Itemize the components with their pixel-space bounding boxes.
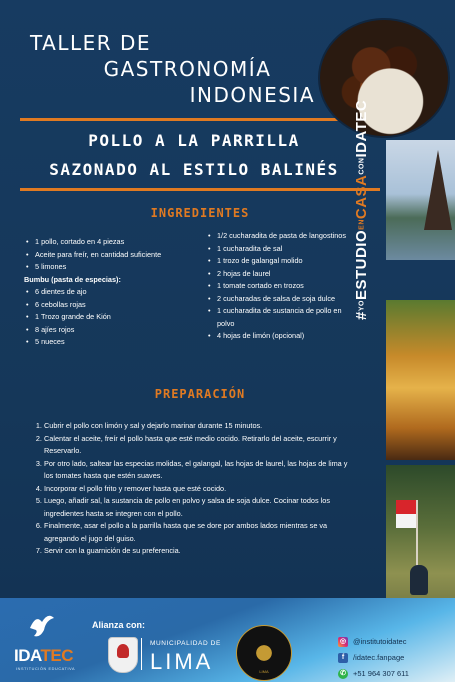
preparation-step: 6. Finalmente, asar el pollo a la parrilla hasta que se dore por ambos lados mientras se va agregando el jugo del guiso. xyxy=(44,520,350,545)
municipality-name: LIMA xyxy=(150,649,214,674)
title-line-3: INDONESIA xyxy=(189,83,315,107)
ingredient-item: • 2 cucharadas de salsa de soja dulce xyxy=(206,293,356,306)
ingredient-item: • 1 cucharadita de sustancia de pollo en polvo xyxy=(206,305,356,330)
dish-title xyxy=(18,126,370,184)
title-line-2: GASTRONOMÍA xyxy=(103,57,272,81)
bumbu-item: • 8 ajíes rojos xyxy=(24,324,184,337)
whatsapp-link[interactable]: ✆ +51 964 307 611 xyxy=(338,666,409,682)
lima-coat-of-arms-icon xyxy=(108,637,138,673)
alliance-label: Alianza con: xyxy=(92,620,146,630)
title-divider xyxy=(20,118,380,121)
yo-estudio-en-casa-hashtag: #YOESTUDIOENCASACONIDATEC xyxy=(353,99,370,320)
idatec-wordmark: IDATEC xyxy=(14,646,74,665)
ingredient-item: • 1/2 cucharadita de pasta de langostinos xyxy=(206,230,356,243)
bumbu-label: Bumbu (pasta de especias): xyxy=(24,274,121,284)
ingredients-left-column xyxy=(24,236,184,349)
dish-title-line-1: POLLO A LA PARRILLA xyxy=(88,131,300,150)
bird-logo-icon xyxy=(28,610,56,640)
facebook-icon: f xyxy=(338,653,348,663)
grilled-chicken-photo xyxy=(318,18,450,138)
preparation-step: 4. Incorporar el pollo frito y remover hasta que esté cocido. xyxy=(44,483,350,496)
dish-divider xyxy=(20,188,380,191)
ingredient-item: • 1 trozo de galangal molido xyxy=(206,255,356,268)
bumbu-item: • 1 Trozo grande de Kión xyxy=(24,311,184,324)
dish-title-line-2: SAZONADO AL ESTILO BALINÉS xyxy=(49,160,339,179)
ingredients-heading: INGREDIENTES xyxy=(150,206,250,220)
police-seal-icon: LIMA xyxy=(236,625,292,681)
instagram-link[interactable]: ◎ @institutoidatec xyxy=(339,637,407,646)
ingredient-item: • Aceite para freír, en cantidad suficiente xyxy=(24,249,184,262)
instagram-icon: ◎ xyxy=(339,638,347,645)
preparation-step: 7. Servir con la guarnición de su preferencia. xyxy=(44,545,350,558)
ingredient-item: • 1 tomate cortado en trozos xyxy=(206,280,356,293)
temple-photo xyxy=(386,140,455,260)
preparation-steps xyxy=(30,420,350,558)
ingredient-item: • 1 pollo, cortado en 4 piezas xyxy=(24,236,184,249)
ingredient-item: • 4 hojas de limón (opcional) xyxy=(206,330,356,343)
ingredient-item: • 2 hojas de laurel xyxy=(206,268,356,281)
idatec-logo xyxy=(14,610,74,675)
ingredient-item: • 1 cucharadita de sal xyxy=(206,243,356,256)
whatsapp-icon: ✆ xyxy=(338,669,348,679)
ingredients-right-column xyxy=(206,230,356,343)
title-line-1: TALLER DE xyxy=(30,31,152,55)
preparation-step: 3. Por otro lado, saltear las especias molidas, el galangal, las hojas de laurel, las hojas de lima y los tomates hasta que estén suaves. xyxy=(44,458,350,483)
indonesia-flag-icon xyxy=(396,500,418,528)
bumbu-item: • 6 cebollas rojas xyxy=(24,299,184,312)
preparation-step: 2. Calentar el aceite, freír el pollo hasta que esté medio cocido. Retirarlo del aceite, escurrir y Reservarlo. xyxy=(44,433,350,458)
bumbu-item: • 6 dientes de ajo xyxy=(24,286,184,299)
preparation-heading: PREPARACIÓN xyxy=(154,387,246,401)
workshop-title xyxy=(30,30,315,108)
preparation-step: 1. Cubrir el pollo con limón y sal y dejarlo marinar durante 15 minutos. xyxy=(44,420,350,433)
balinese-dancer-photo xyxy=(386,300,455,460)
idatec-tagline: INSTITUCIÓN EDUCATIVA xyxy=(16,667,76,671)
social-links xyxy=(338,634,409,682)
ingredient-item: • 5 limones xyxy=(24,261,184,274)
facebook-link[interactable]: f /idatec.fanpage xyxy=(338,650,409,666)
preparation-step: 5. Luego, añadir sal, la sustancia de pollo en polvo y salsa de soja dulce. Cocinar todos los ingredientes hasta se integren con el pollo. xyxy=(44,495,350,520)
bumbu-item: • 5 nueces xyxy=(24,336,184,349)
flag-photo xyxy=(386,465,455,620)
municipality-label: MUNICIPALIDAD DE xyxy=(150,640,221,647)
